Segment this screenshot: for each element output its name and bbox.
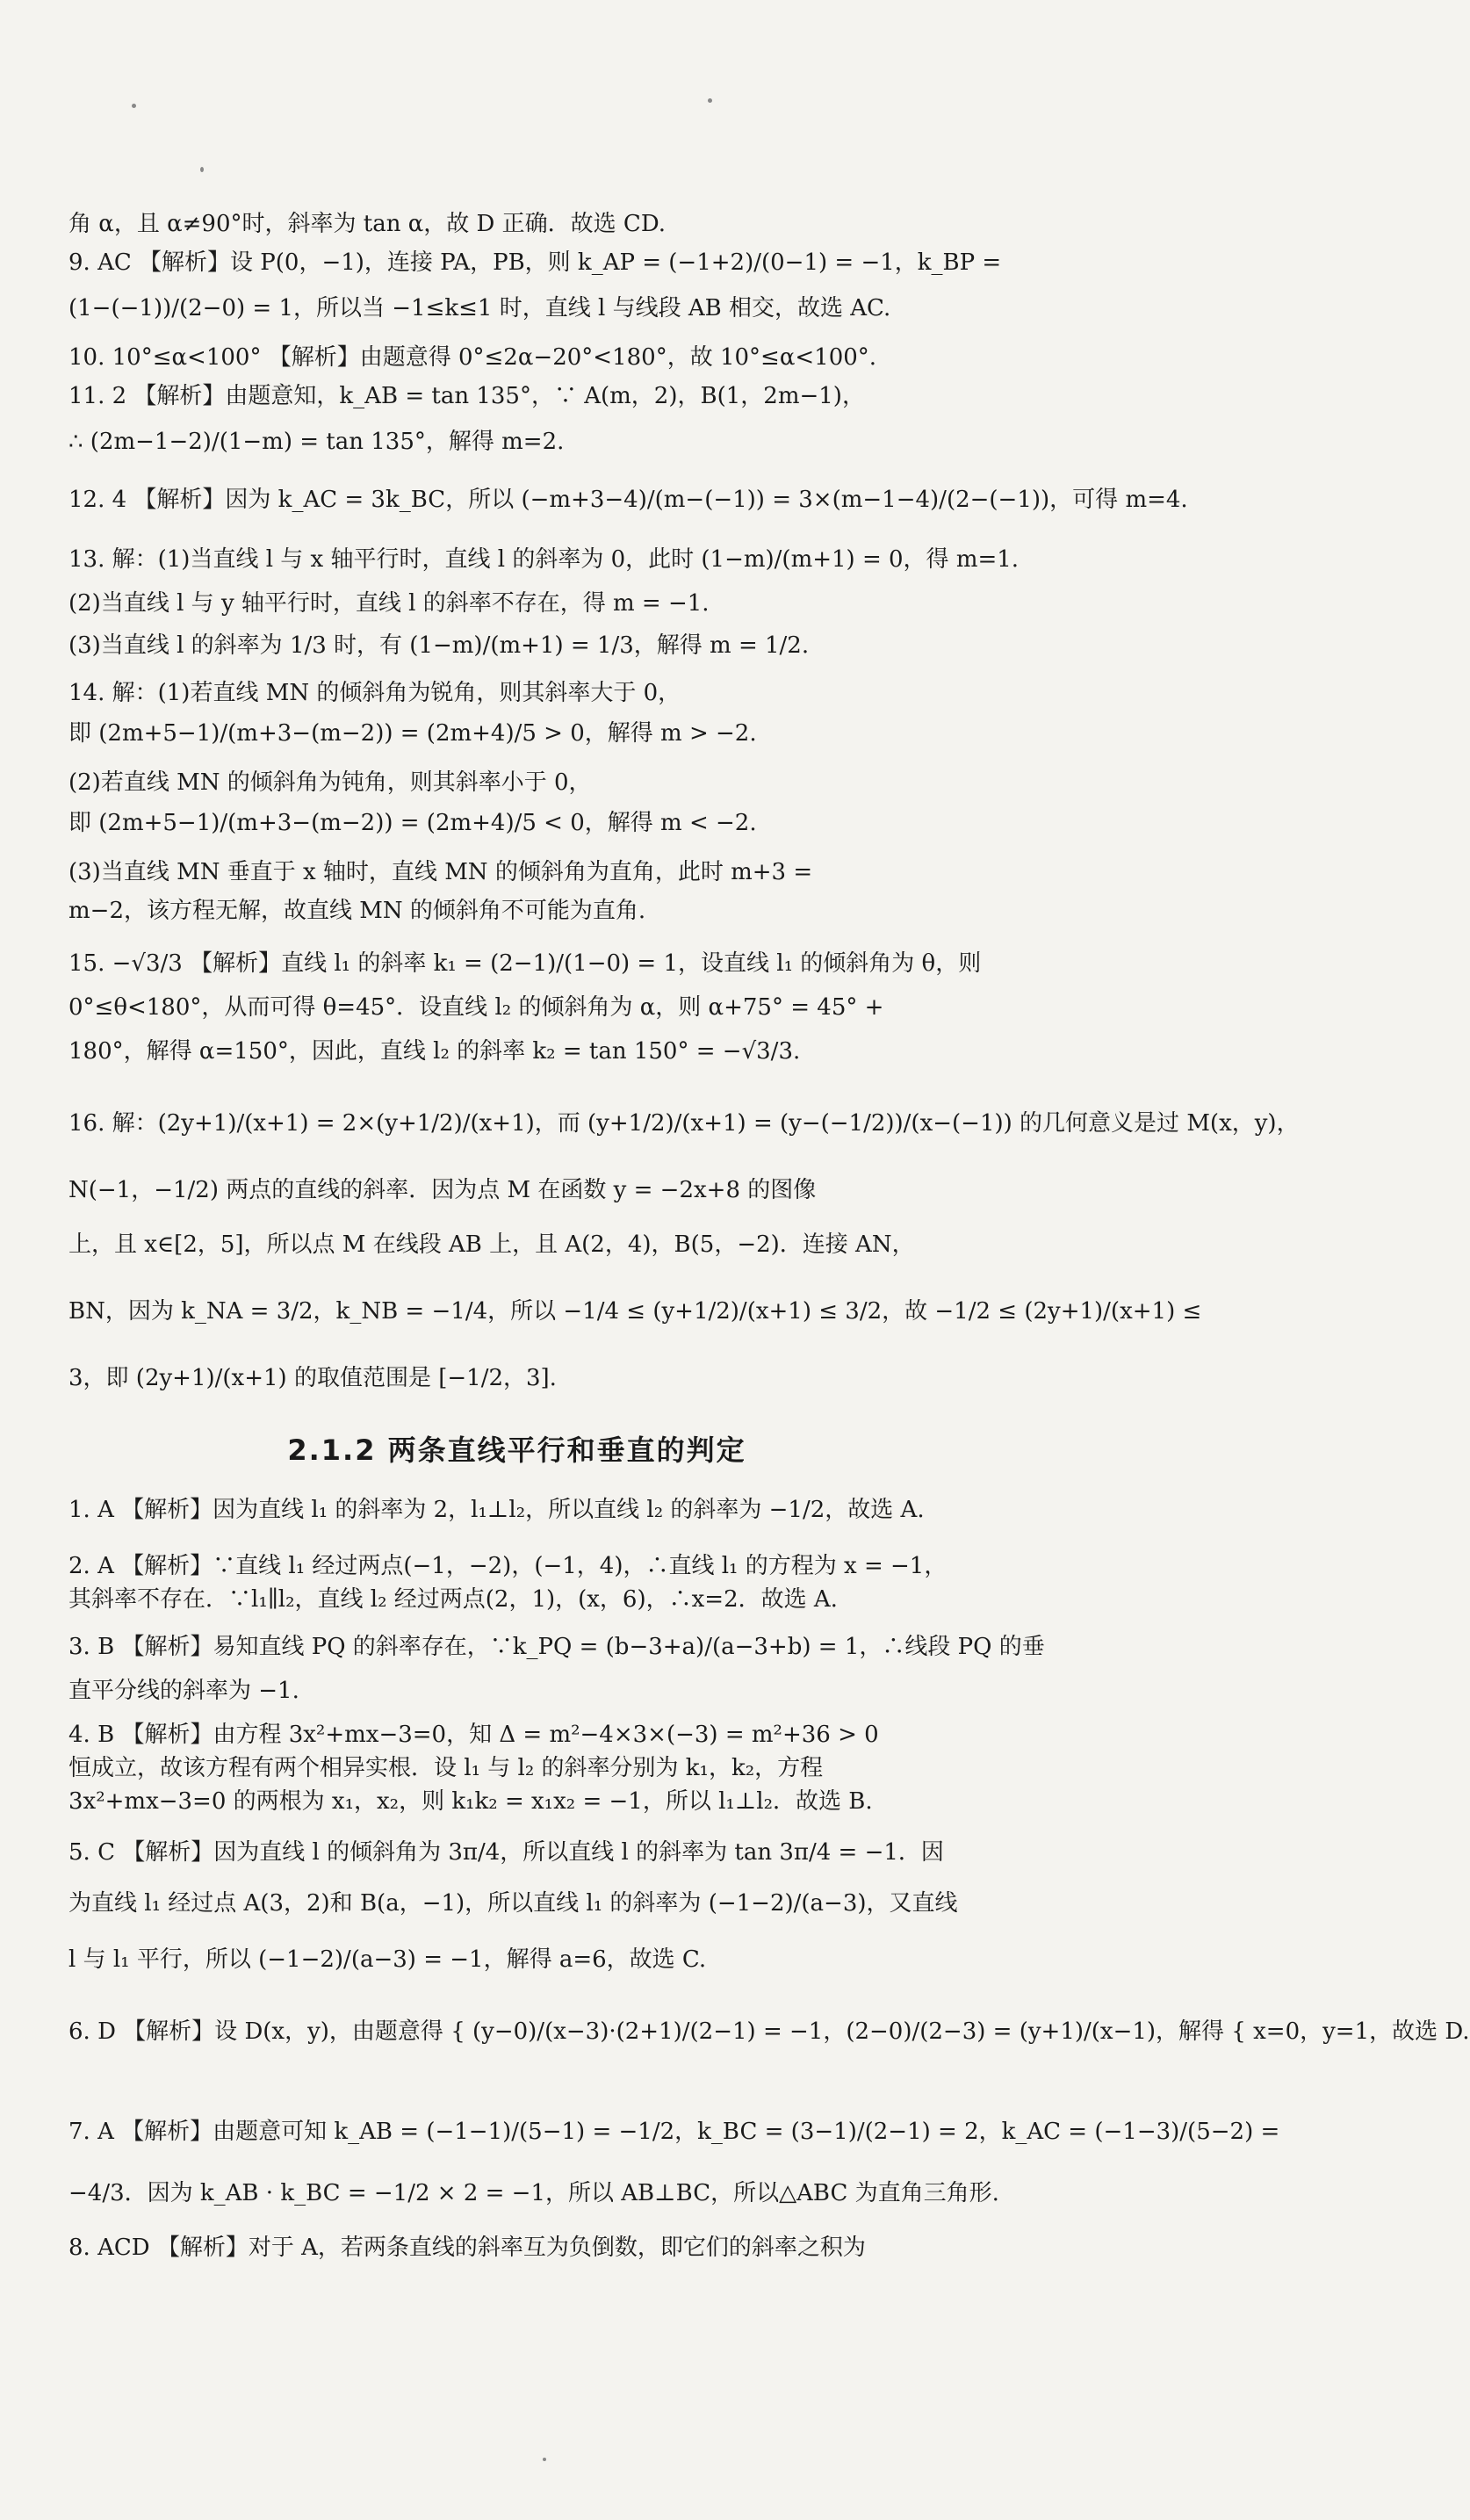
text-line: 14. 解：(1)若直线 MN 的倾斜角为锐角，则其斜率大于 0， (68, 680, 681, 706)
text-line: 11. 2 【解析】由题意知，k_AB = tan 135°，∵ A(m，2)，B(1，2m−1)， (68, 383, 865, 409)
scan-speck (708, 98, 712, 103)
scan-speck (132, 104, 136, 108)
text-line: BN，因为 k_NA = 3/2，k_NB = −1/4，所以 −1/4 ≤ (y+1/2)/(x+1) ≤ 3/2，故 −1/2 ≤ (2y+1)/(x+1) ≤ (68, 1298, 1202, 1325)
text-line: 12. 4 【解析】因为 k_AC = 3k_BC，所以 (−m+3−4)/(m−(−1)) = 3×(m−1−4)/(2−(−1))，可得 m=4. (68, 487, 1188, 513)
text-line: (1−(−1))/(2−0) = 1，所以当 −1≤k≤1 时，直线 l 与线段 AB 相交，故选 AC. (68, 295, 891, 321)
scan-speck (543, 2458, 546, 2461)
text-line: 10. 10°≤α<100° 【解析】由题意得 0°≤2α−20°<180°，故 10°≤α<100°. (68, 344, 877, 371)
text-line: 4. B 【解析】由方程 3x²+mx−3=0，知 Δ = m²−4×3×(−3) = m²+36 > 0 (68, 1722, 879, 1748)
text-line: 3. B 【解析】易知直线 PQ 的斜率存在，∵k_PQ = (b−3+a)/(a−3+b) = 1，∴线段 PQ 的垂 (68, 1634, 1045, 1660)
text-line: 13. 解：(1)当直线 l 与 x 轴平行时，直线 l 的斜率为 0，此时 (1−m)/(m+1) = 0，得 m=1. (68, 546, 1020, 573)
text-line: 上，且 x∈[2，5]，所以点 M 在线段 AB 上，且 A(2，4)，B(5，−2)．连接 AN， (68, 1231, 915, 1258)
text-line: (3)当直线 l 的斜率为 1/3 时，有 (1−m)/(m+1) = 1/3，解得 m = 1/2. (68, 632, 810, 659)
text-line: (2)若直线 MN 的倾斜角为钝角，则其斜率小于 0， (68, 769, 592, 796)
text-line: 其斜率不存在．∵l₁∥l₂，直线 l₂ 经过两点(2，1)，(x，6)，∴x=2．故选 A. (68, 1586, 838, 1613)
text-line: 3x²+mx−3=0 的两根为 x₁，x₂，则 k₁k₂ = x₁x₂ = −1，所以 l₁⊥l₂．故选 B. (68, 1788, 873, 1815)
text-line: N(−1，−1/2) 两点的直线的斜率．因为点 M 在函数 y = −2x+8 的图像 (68, 1177, 817, 1203)
text-line: 即 (2m+5−1)/(m+3−(m−2)) = (2m+4)/5 > 0，解得 m > −2. (68, 720, 757, 747)
text-line: 恒成立，故该方程有两个相异实根．设 l₁ 与 l₂ 的斜率分别为 k₁，k₂，方程 (68, 1755, 824, 1781)
text-line: 即 (2m+5−1)/(m+3−(m−2)) = (2m+4)/5 < 0，解得 m < −2. (68, 810, 757, 836)
text-line: −4/3．因为 k_AB · k_BC = −1/2 × 2 = −1，所以 AB⊥BC，所以△ABC 为直角三角形. (68, 2180, 999, 2206)
text-line: 6. D 【解析】设 D(x，y)，由题意得 { (y−0)/(x−3)·(2+1)/(2−1) = −1，(2−0)/(2−3) = (y+1)/(x−1)，解得 { x=0，y=1，故选 D. (68, 2018, 1470, 2045)
section-heading: 2.1.2 两条直线平行和垂直的判定 (287, 1433, 746, 1467)
text-line: (3)当直线 MN 垂直于 x 轴时，直线 MN 的倾斜角为直角，此时 m+3 = (68, 859, 813, 885)
text-line: (2)当直线 l 与 y 轴平行时，直线 l 的斜率不存在，得 m = −1. (68, 590, 710, 617)
text-line: 180°，解得 α=150°，因此，直线 l₂ 的斜率 k₂ = tan 150° = −√3/3. (68, 1038, 801, 1065)
text-line: 3，即 (2y+1)/(x+1) 的取值范围是 [−1/2，3]. (68, 1365, 557, 1391)
text-line: 2. A 【解析】∵直线 l₁ 经过两点(−1，−2)，(−1，4)，∴直线 l₁ 的方程为 x = −1， (68, 1553, 948, 1579)
text-line: 9. AC 【解析】设 P(0，−1)，连接 PA，PB，则 k_AP = (−1+2)/(0−1) = −1，k_BP = (68, 249, 1002, 276)
text-line: 为直线 l₁ 经过点 A(3，2)和 B(a，−1)，所以直线 l₁ 的斜率为 (−1−2)/(a−3)，又直线 (68, 1890, 958, 1917)
text-line: m−2，该方程无解，故直线 MN 的倾斜角不可能为直角. (68, 898, 646, 924)
scan-speck (200, 167, 204, 172)
text-line: 8. ACD 【解析】对于 A，若两条直线的斜率互为负倒数，即它们的斜率之积为 (68, 2235, 866, 2261)
text-line: 直平分线的斜率为 −1. (68, 1678, 299, 1704)
text-line: ∴ (2m−1−2)/(1−m) = tan 135°，解得 m=2. (68, 429, 565, 455)
text-line: 0°≤θ<180°，从而可得 θ=45°．设直线 l₂ 的倾斜角为 α，则 α+75° = 45° + (68, 994, 884, 1021)
text-line: 7. A 【解析】由题意可知 k_AB = (−1−1)/(5−1) = −1/2，k_BC = (3−1)/(2−1) = 2，k_AC = (−1−3)/(5−2) = (68, 2119, 1280, 2145)
text-line: 角 α，且 α≠90°时，斜率为 tan α，故 D 正确．故选 CD. (68, 211, 667, 237)
text-line: l 与 l₁ 平行，所以 (−1−2)/(a−3) = −1，解得 a=6，故选 C. (68, 1946, 707, 1973)
text-line: 5. C 【解析】因为直线 l 的倾斜角为 3π/4，所以直线 l 的斜率为 tan 3π/4 = −1．因 (68, 1839, 944, 1866)
text-line: 15. −√3/3 【解析】直线 l₁ 的斜率 k₁ = (2−1)/(1−0) = 1，设直线 l₁ 的倾斜角为 θ，则 (68, 950, 982, 977)
text-line: 16. 解：(2y+1)/(x+1) = 2×(y+1/2)/(x+1)，而 (y+1/2)/(x+1) = (y−(−1/2))/(x−(−1)) 的几何意义是过 M(x，y)， (68, 1110, 1300, 1137)
text-line: 1. A 【解析】因为直线 l₁ 的斜率为 2，l₁⊥l₂，所以直线 l₂ 的斜率为 −1/2，故选 A. (68, 1497, 925, 1523)
